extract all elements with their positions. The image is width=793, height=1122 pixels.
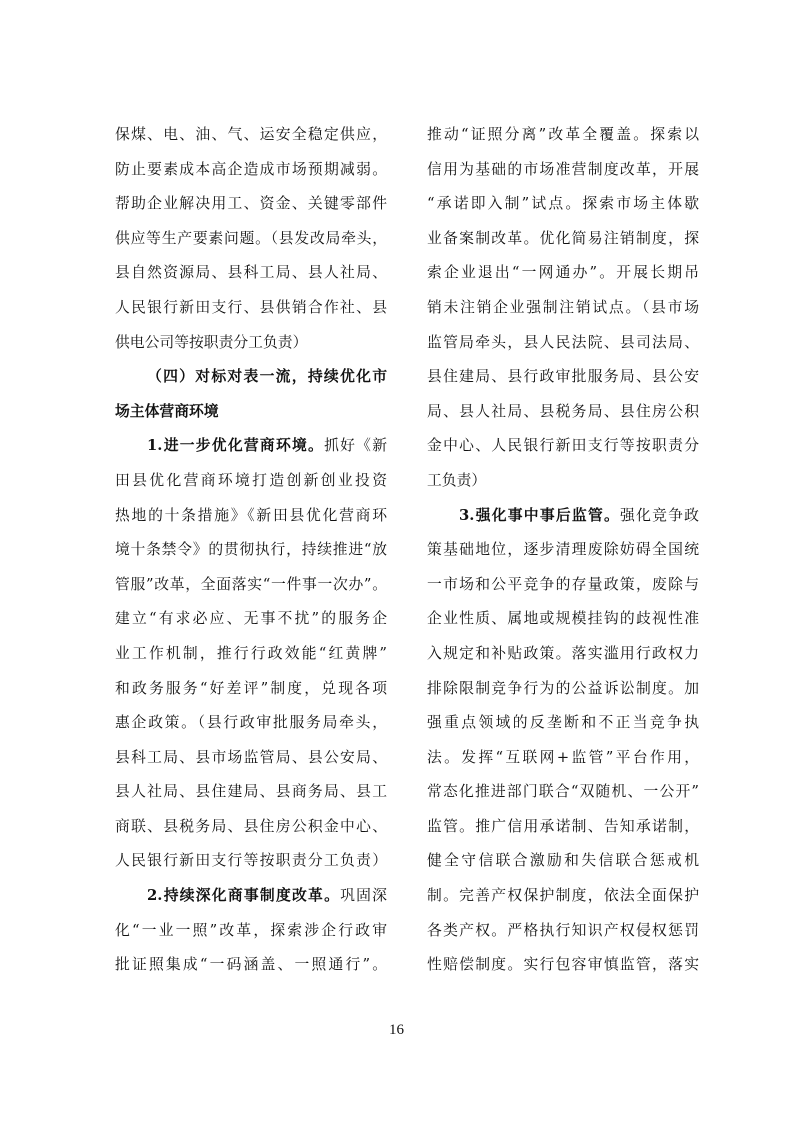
body-text-line: 性赔偿制度。实行包容审慎监管，落实 [427,956,699,974]
body-text-line: 一市场和公平竞争的存量政策，废除与 [427,575,699,593]
body-text-line: 销未注销企业强制注销试点。（县市场 [427,298,699,316]
body-text-line: 供应等生产要素问题。（县发改局牵头， [115,229,387,247]
body-text-line: 田县优化营商环境打造创新创业投资 [115,471,387,489]
body-text: 巩固深 [340,887,387,905]
body-text-line: “承诺即入制”试点。探索市场主体歇 [427,195,699,213]
right-column [427,118,699,983]
body-text-line: 入规定和补贴政策。落实滥用行政权力 [427,644,699,662]
body-text-line: 排除限制竞争行为的公益诉讼制度。加 [427,679,699,697]
body-text-line: 强重点领域的反垄断和不正当竞争执 [427,714,699,732]
body-text-line: 帮助企业解决用工、资金、关键零部件 [115,195,387,213]
body-text-line: 制。完善产权保护制度，依法全面保护 [427,887,699,905]
item-first-line [115,879,387,914]
body-text-line: 策基础地位，逐步清理废除妨碍全国统 [427,541,699,559]
body-text-line: 供电公司等按职责分工负责） [115,333,308,351]
item-title: 2.持续深化商事制度改革。 [147,887,341,905]
body-text-line: 境十条禁令》的贯彻执行，持续推进“放 [115,541,387,559]
item-title: 3.强化事中事后监管。 [459,506,621,524]
section-heading: 场主体营商环境 [115,402,219,420]
body-text-line: 人民银行新田支行、县供销合作社、县 [115,298,387,316]
left-column [115,118,387,983]
body-text-line: 信用为基础的市场准营制度改革，开展 [427,160,699,178]
body-text-line: 商联、县税务局、县住房公积金中心、 [115,817,387,835]
body-text: 强化竞争政 [620,506,699,524]
body-text-line: 常态化推进部门联合“双随机、一公开” [427,783,699,801]
body-text-line: 保煤、电、油、气、运安全稳定供应， [115,126,387,143]
body-text-line: 批证照集成“一码涵盖、一照通行”。 [115,956,387,974]
body-text-line: 索企业退出“一网通办”。开展长期吊 [427,264,699,282]
body-text-line: 县住建局、县行政审批服务局、县公安 [427,368,699,386]
body-text-line: 县科工局、县市场监管局、县公安局、 [115,748,387,766]
body-text-line: 防止要素成本高企造成市场预期减弱。 [115,160,387,178]
body-text-line: 热地的十条措施》《新田县优化营商环 [115,506,387,524]
body-text-line: 局、县人社局、县税务局、县住房公积 [427,402,699,420]
body-text-line: 管服”改革，全面落实“一件事一次办”。 [115,575,387,593]
body-text-line: 工负责） [427,471,487,489]
item-first-line [115,429,387,464]
body-text-line: 金中心、人民银行新田支行等按职责分 [427,437,699,455]
item-title: 1.进一步优化营商环境。 [147,437,325,455]
body-text-line: 推动“证照分离”改革全覆盖。探索以 [427,126,699,143]
body-text-line: 化“一业一照”改革，探索涉企行政审 [115,921,387,939]
section-heading: （四）对标对表一流，持续优化市 [147,368,387,386]
body-text-line: 法。发挥“互联网+监管”平台作用， [427,748,699,766]
body-text-line: 监管。推广信用承诺制、告知承诺制， [427,817,699,835]
body-text-line: 各类产权。严格执行知识产权侵权惩罚 [427,921,699,939]
body-text-line: 惠企政策。（县行政审批服务局牵头， [115,714,387,732]
body-text-line: 人民银行新田支行等按职责分工负责） [115,852,387,870]
body-text: 抓好《新 [324,437,387,455]
body-text-line: 业工作机制，推行行政效能“红黄牌” [115,644,387,662]
body-text-line: 县人社局、县住建局、县商务局、县工 [115,783,387,801]
body-text-line: 健全守信联合激励和失信联合惩戒机 [427,852,699,870]
body-text-line: 和政务服务“好差评”制度，兑现各项 [115,679,387,697]
page-number: 16 [389,1022,404,1038]
body-text-line: 建立“有求必应、无事不扰”的服务企 [115,610,387,628]
body-text-line: 企业性质、属地或规模挂钩的歧视性准 [427,610,699,628]
body-text-line: 县自然资源局、县科工局、县人社局、 [115,264,387,282]
body-text-line: 监管局牵头，县人民法院、县司法局、 [427,333,699,351]
item-first-line [427,499,699,534]
body-text-line: 业备案制改革。优化简易注销制度，探 [427,229,699,247]
